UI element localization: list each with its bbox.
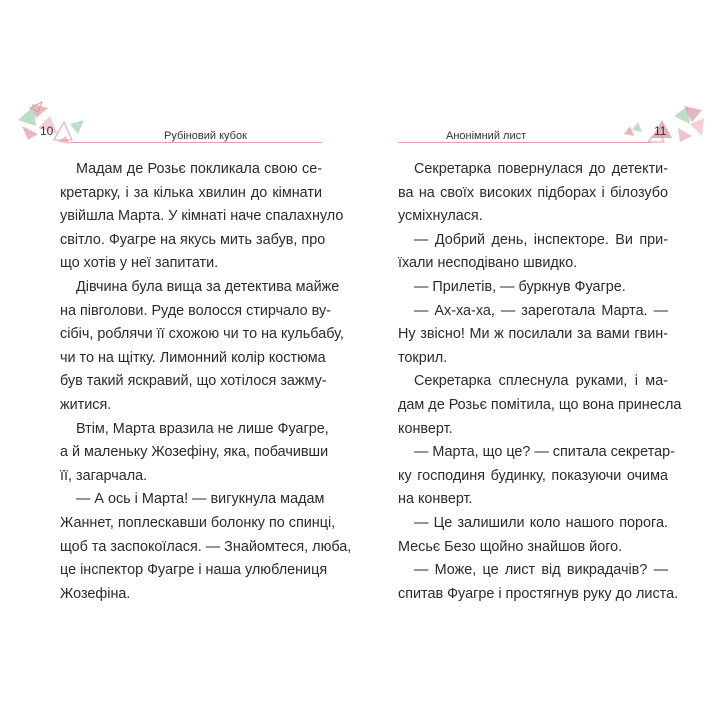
text-line: токрил. [398, 349, 448, 366]
right-body-text [398, 158, 682, 606]
left-body-text [60, 158, 352, 606]
text-line: Жаннет, поплескавши болонку по спинці, [60, 514, 336, 531]
text-line: спитав Фуагре і простягнув руку до листа. [398, 585, 679, 602]
text-line: а й маленьку Жозефіну, яка, побачивши [60, 444, 329, 461]
text-line: Секретарка повернулася до детекти- [414, 161, 668, 177]
page-number: 10 [40, 124, 54, 138]
text-line: на конверт. [398, 491, 473, 508]
text-line: Втім, Марта вразила не лише Фуагре, [76, 420, 329, 437]
text-line: конверт. [398, 420, 453, 437]
text-line: ку господиня будинку, показуючи очима [398, 467, 668, 484]
right-page-header [398, 100, 706, 144]
text-line: Месьє Безо щойно знайшов його. [398, 538, 623, 555]
page-number: 11 [654, 124, 667, 138]
text-line: їхали несподівано швидко. [398, 255, 578, 272]
text-line: ва на своїх високих підборах і білозубо [398, 184, 668, 201]
text-line: Секретарка сплеснула руками, і ма- [414, 373, 668, 390]
text-line: сібіч, роблячи її схожою чи то на кульбабу, [60, 326, 344, 343]
text-line: світло. Фуагре на якусь мить забув, про [60, 231, 326, 248]
left-page [14, 100, 352, 602]
text-line: дам де Розьє помітила, що вона принесла [398, 396, 682, 413]
running-title: Рубіновий кубок [164, 130, 247, 142]
text-line: житися. [60, 396, 112, 413]
text-line: щоб та заспокоїлася. — Знайомтеся, люба, [60, 538, 352, 555]
text-line: — Добрий день, інспекторе. Ви при- [414, 231, 668, 248]
text-line: — Може, це лист від викрадачів? — [414, 562, 668, 579]
text-line: був такий яскравий, що хотілося зажму- [60, 373, 327, 390]
triangles-ornament-icon [14, 100, 94, 144]
text-line: усміхнулася. [398, 208, 483, 225]
text-line: на півголови. Руде волосся стирчало ву- [60, 302, 331, 319]
text-line: — Це залишили коло нашого порога. [414, 514, 668, 531]
text-line: Ну звісно! Ми ж посилали за вами гвин- [398, 326, 668, 343]
text-line: чи то на щітку. Лимонний колір костюма [60, 349, 326, 366]
header-rule [398, 142, 652, 143]
text-line: увійшла Марта. У кімнаті наче спалахнуло [60, 208, 344, 225]
header-rule [70, 142, 322, 143]
text-line: Жозефіна. [60, 585, 131, 602]
running-title: Анонімний лист [446, 130, 527, 142]
left-page-header [14, 100, 322, 144]
text-line: що хотів у неї запитати. [60, 255, 219, 272]
text-line: Дівчина була вища за детектива майже [76, 278, 340, 295]
text-line: це інспектор Фуагре і наша улюблениця [60, 562, 328, 579]
text-line: — Марта, що це? — спитала секретар- [414, 444, 675, 461]
text-line: — Ах-ха-ха, — зареготала Марта. — [414, 302, 668, 319]
text-line: — Прилетів, — буркнув Фуагре. [414, 278, 626, 295]
text-line: її, загарчала. [60, 467, 148, 484]
text-line: Мадам де Розьє покликала свою се- [76, 161, 322, 177]
text-line: кретарку, і за кілька хвилин до кімнати [60, 184, 322, 201]
right-page [398, 100, 706, 600]
text-line: — А ось і Марта! — вигукнула мадам [76, 491, 325, 508]
